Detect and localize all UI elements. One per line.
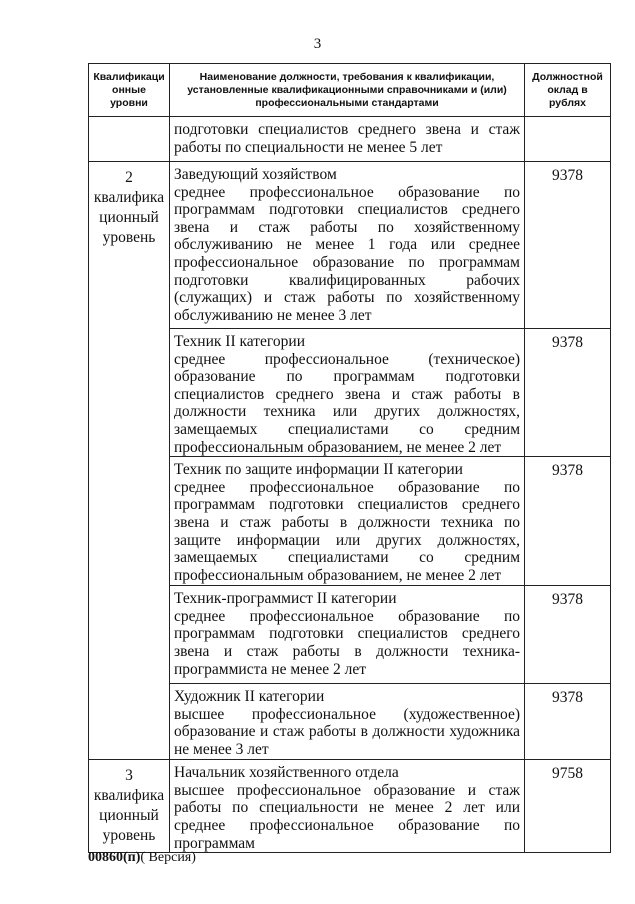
position-title: Техник-программист II категории [174, 590, 397, 608]
salary-cell [525, 117, 611, 162]
position-cell [170, 760, 525, 853]
page-number: 3 [313, 36, 322, 52]
qualification-table [88, 63, 611, 853]
table-row [89, 117, 611, 162]
header-position-requirements: Наименование должности, требования к квалификации, установленные квалификационными справочниками и (или) профессиональными стандартами [170, 64, 525, 117]
position-cell [170, 684, 525, 760]
table-row [89, 760, 611, 853]
salary-cell: 9758 [525, 760, 611, 853]
version-note: ( Версия) [140, 850, 196, 865]
level-cell: 3 квалифика ционный уровень [89, 760, 170, 853]
requirements-text: среднее профессиональное (техническое) образование по программам подготовки специалистов среднего звена и стаж работы в должности техника или других должностях, замещаемых специалистами со средним профессиональным образованием, не менее 2 лет [174, 350, 520, 456]
salary-cell: 9378 [525, 329, 611, 457]
position-cell [170, 329, 525, 457]
salary-cell: 9378 [525, 586, 611, 684]
level-cell: 2 квалифика ционный уровень [89, 162, 170, 760]
salary-cell: 9378 [525, 162, 611, 329]
requirements-text: высшее профессиональное образование и стаж работы по специальности не менее 2 лет или среднее профессиональное образование по программам [174, 781, 520, 852]
requirements-text: высшее профессиональное (художественное) образование и стаж работы в должности художника не менее 3 лет [174, 705, 520, 758]
position-cell [170, 457, 525, 586]
position-title: Заведующий хозяйством [174, 166, 337, 183]
requirements-text: среднее профессиональное образование по программам подготовки специалистов среднего звена и стаж работы в должности техника-программиста не менее 2 лет [174, 607, 520, 678]
table-row [89, 162, 611, 329]
position-title: Техник по защите информации II категории [174, 461, 463, 479]
header-levels: Квалификаци онные уровни [89, 64, 170, 117]
table-header-row [89, 64, 611, 117]
requirements-text: среднее профессиональное образование по программам подготовки специалистов среднего звена и стаж работы в должности техника по защите информации или других должностях, замещаемых специалистами со средним профессиональным образованием, не менее 2 лет [174, 478, 520, 584]
document-footer [88, 850, 196, 866]
position-cell [170, 586, 525, 684]
header-salary: Должностной оклад в рублях [525, 64, 611, 117]
requirements-text: подготовки специалистов среднего звена и стаж работы по специальности не менее 5 лет [174, 121, 520, 156]
position-title: Техник II категории [174, 333, 305, 350]
position-title: Художник II категории [174, 688, 325, 706]
position-cell [170, 162, 525, 329]
position-title: Начальник хозяйственного отдела [174, 764, 399, 782]
salary-cell: 9378 [525, 684, 611, 760]
level-cell [89, 117, 170, 162]
position-cell [170, 117, 525, 162]
requirements-text: среднее профессиональное образование по программам подготовки специалистов среднего звена и стаж работы по хозяйственному обслуживанию не менее 1 года или среднее профессиональное образование по программам подготовки квалифицированных рабочих (служащих) и стаж работы по хозяйственному обслуживанию не менее 3 лет [174, 183, 520, 324]
document-code: 00860(п) [88, 850, 141, 865]
salary-cell: 9378 [525, 457, 611, 586]
